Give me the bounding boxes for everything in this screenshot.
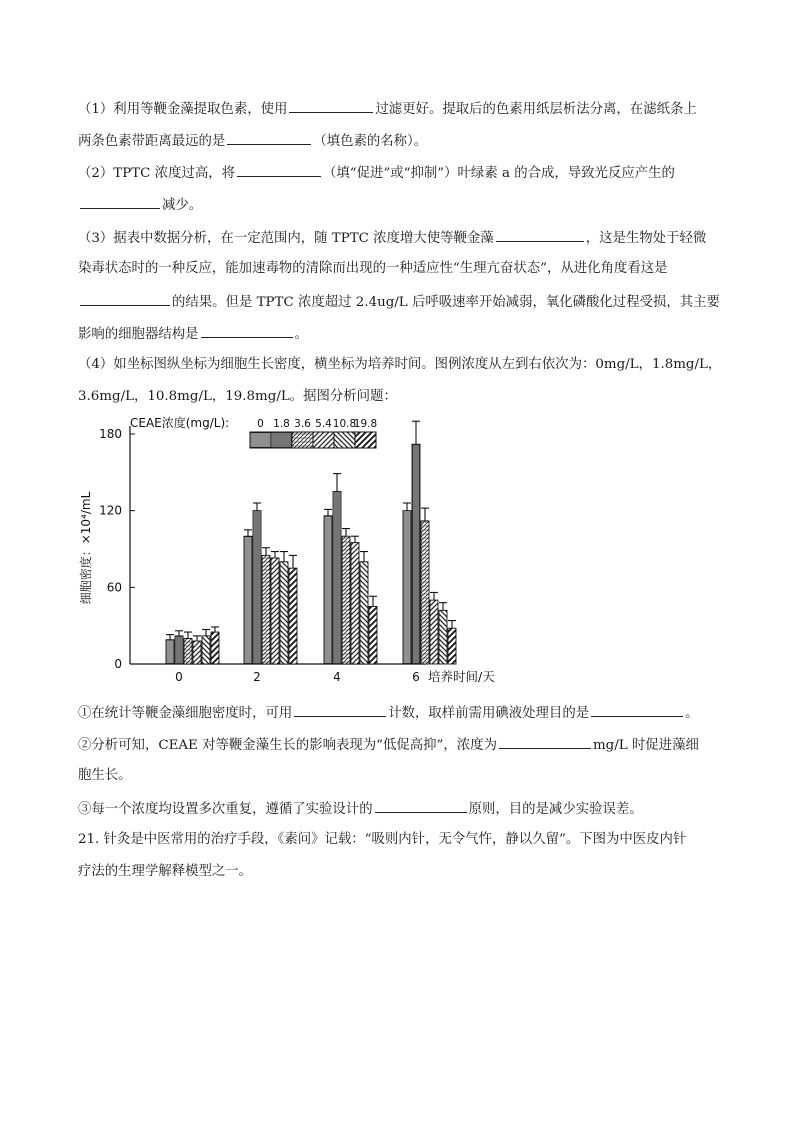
legend-swatch: [334, 432, 355, 448]
bar: [430, 600, 438, 664]
sub2-text-a: ②分析可知，CEAE 对等鞭金藻生长的影响表现为“低促高抑”，浓度为: [78, 738, 497, 753]
bar: [421, 521, 429, 664]
bar: [211, 632, 219, 664]
y-tick-label: 120: [99, 503, 122, 518]
q21-text-b: 疗法的生理学解释模型之一。: [78, 864, 253, 879]
x-axis-label: 培养时间/天: [428, 669, 495, 684]
bars: [166, 421, 456, 664]
sub1-text-a: ①在统计等鞭金藻细胞密度时，可用: [78, 706, 293, 721]
bar: [351, 543, 359, 664]
sub2-line-1: [78, 734, 699, 756]
legend: [250, 418, 377, 448]
q3-text-b: ，这是生物处于轻微: [585, 231, 707, 246]
q3-line-4: [78, 323, 308, 345]
q4-text-a: （4）如坐标图纵坐标为细胞生长密度，横坐标为培养时间。图例浓度从左到右依次为：0mg/L，1.8mg/L，: [78, 357, 722, 372]
bar: [244, 536, 252, 664]
q21-line-1: [78, 830, 686, 850]
sub2-text-b: mg/L 时促进藻细: [592, 738, 699, 753]
q21-line-2: [78, 862, 252, 882]
q3-line-1: [78, 227, 706, 249]
q21-text-a: 21. 针灸是中医常用的治疗手段，《素问》记载：“吸则内针，无令气忤，静以久留”。下图为中医皮内针: [78, 832, 687, 847]
sub2-line-2: [78, 766, 132, 786]
q4-line-2: [78, 387, 397, 407]
y-axis-label: 细胞密度：×10⁴/mL: [79, 491, 93, 605]
sub2-blank-concentration[interactable]: [499, 734, 591, 749]
bar: [360, 562, 368, 664]
bar: [369, 607, 377, 665]
bar: [202, 636, 210, 664]
bar: [448, 628, 456, 664]
q2-line-1: [78, 162, 675, 184]
bar: [342, 536, 350, 664]
x-tick-label: 6: [412, 670, 420, 684]
sub1-blank-method[interactable]: [294, 702, 386, 717]
q2-blank-product[interactable]: [80, 194, 160, 209]
q2-blank-effect[interactable]: [237, 162, 321, 177]
legend-label: 3.6: [294, 418, 311, 430]
legend-label: 5.4: [315, 418, 332, 430]
q3-blank-organelle[interactable]: [201, 323, 293, 338]
sub3-line: [78, 798, 643, 820]
sub2-text-c: 胞生长。: [78, 768, 132, 783]
x-ticks: [175, 670, 420, 684]
sub3-text-a: ③每一个浓度均设置多次重复，遵循了实验设计的: [78, 802, 373, 817]
legend-swatch: [313, 432, 334, 448]
q1-text-a: （1）利用等鞭金藻提取色素，使用: [78, 102, 288, 117]
q1-text-c: 两条色素带距离最远的是: [78, 134, 226, 149]
q1-text-b: 过滤更好。提取后的色素用纸层析法分离，在滤纸条上: [375, 102, 697, 117]
bar: [253, 511, 261, 664]
y-tick-label: 60: [106, 580, 122, 595]
legend-label: 1.8: [273, 418, 290, 430]
legend-label: 19.8: [353, 418, 378, 430]
q1-line-2: [78, 130, 427, 152]
legend-swatch: [271, 432, 292, 448]
q3-text-f: 。: [294, 327, 308, 342]
legend-swatch: [355, 432, 376, 448]
q1-text-d: （填色素的名称）。: [313, 134, 428, 149]
bar: [280, 562, 288, 664]
legend-swatch: [250, 432, 271, 448]
q1-line-1: [78, 98, 697, 120]
q1-blank-pigment[interactable]: [227, 130, 311, 145]
x-tick-label: 0: [175, 670, 183, 684]
q2-line-2: [78, 194, 202, 216]
q3-blank-change[interactable]: [496, 227, 584, 242]
legend-label: 10.8: [332, 418, 357, 430]
bar: [333, 492, 341, 665]
q2-text-a: （2）TPTC 浓度过高，将: [78, 166, 236, 181]
q3-text-c: 染毒状态时的一种反应，能加速毒物的清除而出现的一种适应性“生理亢奋状态”，从进化角度看这是: [78, 261, 668, 276]
x-tick-label: 2: [253, 670, 261, 684]
q3-line-3: [78, 291, 720, 313]
bar: [412, 444, 420, 664]
legend-title: CEAE浓度(mg/L):: [130, 416, 230, 430]
sub1-text-b: 计数，取样前需用碘液处理目的是: [388, 706, 590, 721]
sub1-blank-purpose[interactable]: [591, 702, 683, 717]
bar: [403, 511, 411, 664]
q4-text-b: 3.6mg/L，10.8mg/L，19.8mg/L。据图分析问题：: [78, 389, 397, 404]
legend-label: 0: [257, 418, 264, 430]
q3-text-e: 影响的细胞器结构是: [78, 327, 199, 342]
bar: [193, 641, 201, 664]
q2-text-c: 减少。: [162, 198, 203, 213]
q3-line-2: [78, 259, 668, 279]
q3-text-a: （3）据表中数据分析，在一定范围内，随 TPTC 浓度增大使等鞭金藻: [78, 231, 494, 246]
q4-line-1: [78, 355, 721, 375]
legend-swatch: [292, 432, 313, 448]
bar: [324, 516, 332, 664]
q2-text-b: （填“促进”或“抑制”）叶绿素 a 的合成，导致光反应产生的: [323, 166, 675, 181]
y-tick-label: 180: [99, 427, 122, 441]
q1-blank-filter[interactable]: [289, 98, 373, 113]
sub1-text-c: 。: [685, 706, 699, 721]
q3-text-d: 的结果。但是 TPTC 浓度超过 2.4ug/L 后呼吸速率开始减弱，氧化磷酸化过程受损，其主要: [172, 295, 720, 310]
bar: [166, 640, 174, 664]
bar: [439, 610, 447, 664]
bar: [262, 555, 270, 664]
y-tick-label: 0: [114, 657, 122, 671]
cell-density-chart: [78, 408, 518, 698]
bar: [175, 636, 183, 664]
bar: [184, 638, 192, 664]
q3-blank-evolution[interactable]: [80, 291, 170, 306]
bar: [289, 568, 297, 664]
x-tick-label: 4: [333, 670, 341, 684]
sub1-line: [78, 702, 699, 724]
sub3-blank-principle[interactable]: [375, 798, 467, 813]
bar: [271, 558, 279, 664]
sub3-text-b: 原则，目的是减少实验误差。: [468, 802, 643, 817]
